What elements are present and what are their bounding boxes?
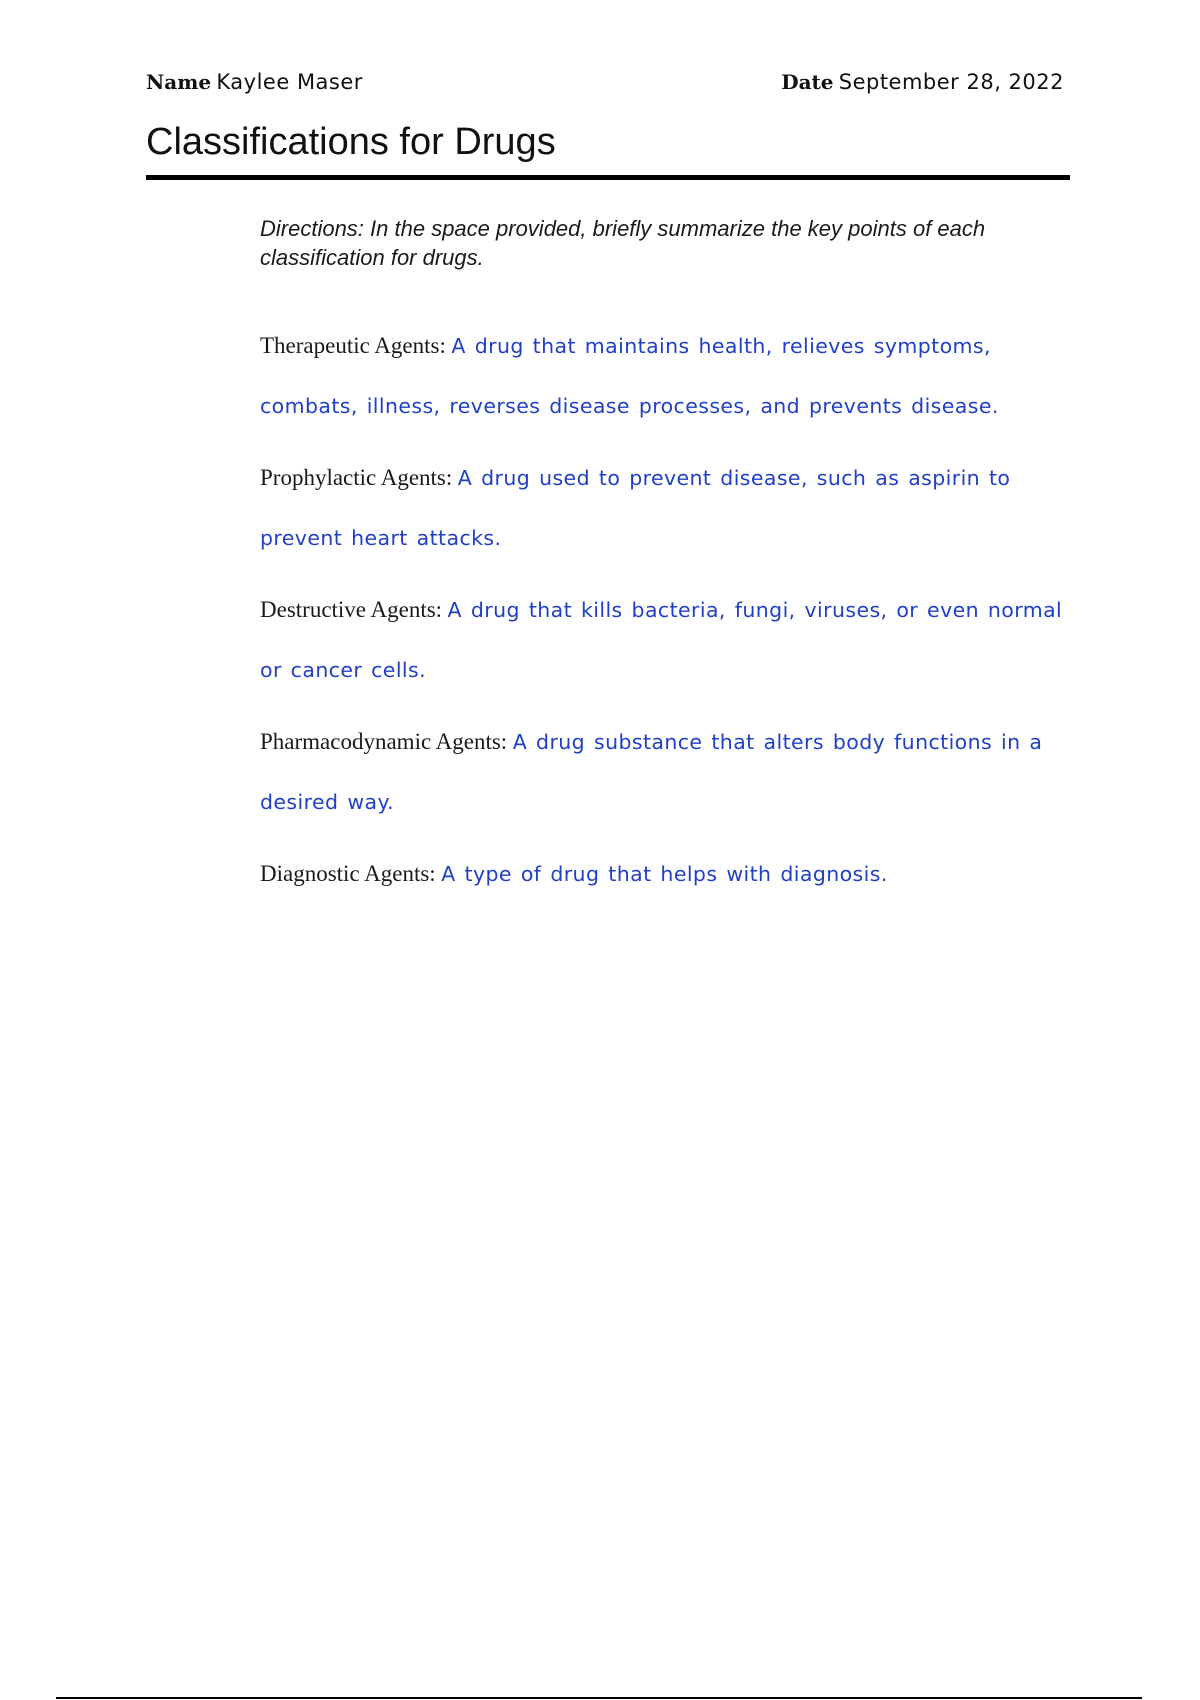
entry-therapeutic [260,316,1080,436]
entry-term: Destructive Agents: [260,597,443,622]
classification-list [260,316,1080,916]
entry-diagnostic [260,844,1080,904]
header-row [146,70,1064,106]
entry-pharmacodynamic [260,712,1080,832]
entry-term: Prophylactic Agents: [260,465,453,490]
date-value: September 28, 2022 [838,70,1064,94]
footer-divider [56,1697,1142,1699]
name-field [146,70,363,95]
title-divider [146,175,1070,180]
entry-prophylactic [260,448,1080,568]
entry-definition: A drug used to prevent disease, such as aspirin to prevent heart attacks. [260,466,1011,550]
entry-term: Therapeutic Agents: [260,333,446,358]
date-label: Date [781,70,834,94]
entry-term: Diagnostic Agents: [260,861,436,886]
date-field [781,70,1064,95]
name-value: Kaylee Maser [216,70,363,94]
entry-definition: A type of drug that helps with diagnosis. [441,862,888,886]
entry-term: Pharmacodynamic Agents: [260,729,508,754]
entry-destructive [260,580,1080,700]
entry-definition: A drug substance that alters body functions in a desired way. [260,730,1043,814]
entry-definition: A drug that maintains health, relieves symptoms, combats, illness, reverses disease processes, and prevents disease. [260,334,999,418]
entry-definition: A drug that kills bacteria, fungi, viruses, or even normal or cancer cells. [260,598,1063,682]
directions-text: Directions: In the space provided, briefly summarize the key points of each classification for drugs. [260,216,986,270]
page-title: Classifications for Drugs [146,121,556,163]
name-label: Name [146,70,212,94]
